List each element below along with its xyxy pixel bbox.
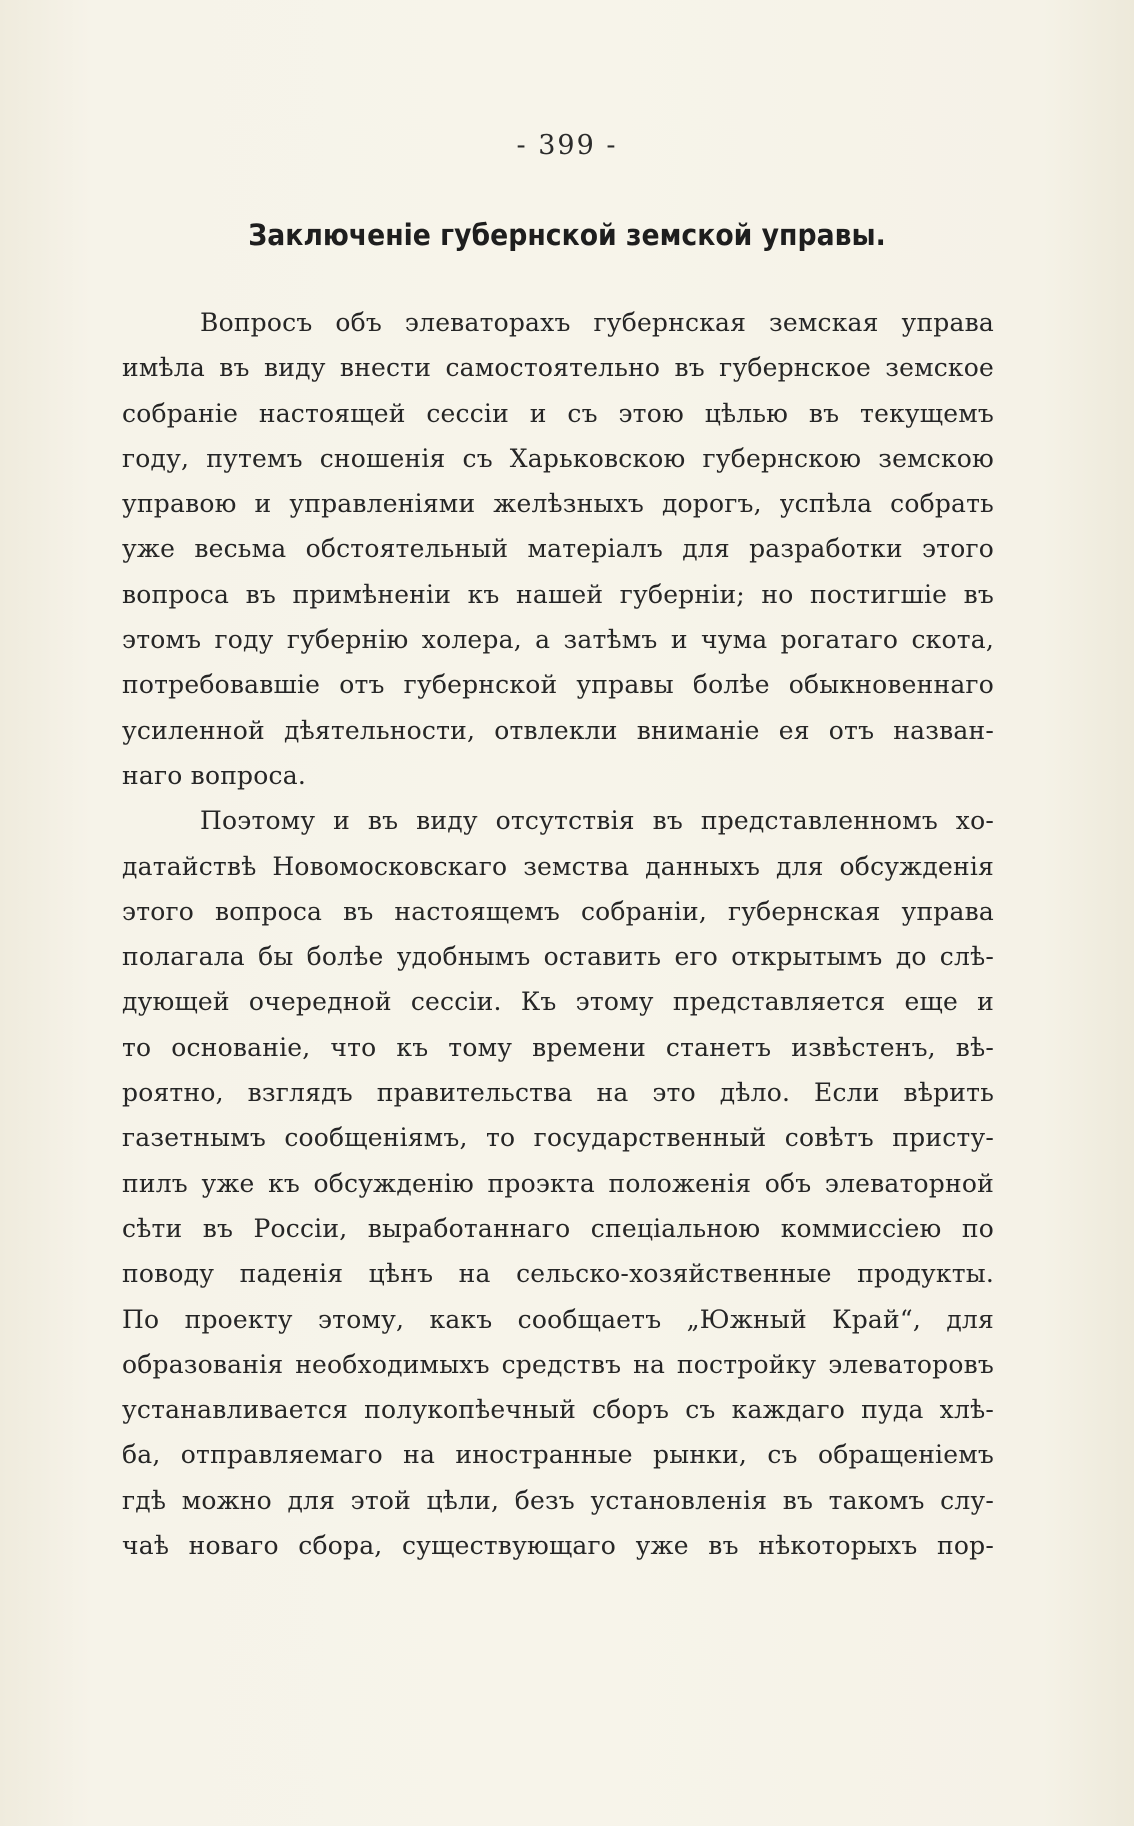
text-line: вопроса въ примѣненіи къ нашей губерніи; но постигшіе въ	[122, 579, 994, 609]
text-line: году, путемъ сношенія съ Харьковскою губернскою земскою	[122, 443, 994, 473]
text-line: образованія необходимыхъ средствъ на постройку элеваторовъ	[122, 1349, 994, 1379]
text-line: поводу паденія цѣнъ на сельско-хозяйственные продукты.	[122, 1259, 994, 1289]
text-line: ба, отправляемаго на иностранные рынки, съ обращеніемъ	[122, 1440, 994, 1470]
text-line: этого вопроса въ настоящемъ собраніи, губернская управа	[122, 896, 994, 926]
paragraph-2	[122, 798, 994, 1568]
text-line: Вопросъ объ элеваторахъ губернская земская управа	[200, 308, 994, 337]
text-line: управою и управленіями желѣзныхъ дорогъ, успѣла собрать	[122, 489, 994, 519]
text-line: полагала бы болѣе удобнымъ оставить его открытымъ до слѣ-	[122, 942, 994, 972]
text-line: датайствѣ Новомосковскаго земства данныхъ для обсужденія	[122, 851, 994, 881]
text-line: усиленной дѣятельности, отвлекли вниманіе ея отъ назван-	[122, 715, 994, 745]
text-line: этомъ году губернію холера, а затѣмъ и чума рогатаго скота,	[122, 625, 994, 655]
text-line: гдѣ можно для этой цѣли, безъ установленія въ такомъ слу-	[122, 1485, 994, 1515]
text-line: собраніе настоящей сессіи и съ этою цѣлью въ текущемъ	[122, 398, 994, 428]
text-line: пилъ уже къ обсужденію проэкта положенія объ элеваторной	[122, 1168, 994, 1198]
text-line: чаѣ новаго сбора, существующаго уже въ нѣкоторыхъ пор-	[122, 1531, 994, 1561]
paragraph-1	[122, 300, 994, 798]
page-number: - 399 -	[516, 130, 618, 161]
text-line: По проекту этому, какъ сообщаетъ „Южный Край“, для	[122, 1304, 994, 1334]
text-line: Поэтому и въ виду отсутствія въ представленномъ хо-	[200, 806, 994, 836]
text-line: уже весьма обстоятельный матеріалъ для разработки этого	[122, 534, 994, 564]
text-line: роятно, взглядъ правительства на это дѣло. Если вѣрить	[122, 1078, 994, 1108]
text-line: газетнымъ сообщеніямъ, то государственный совѣтъ присту-	[122, 1123, 994, 1153]
text-line: то основаніе, что къ тому времени станетъ извѣстенъ, вѣ-	[122, 1032, 994, 1062]
text-line: устанавливается полукопѣечный сборъ съ каждаго пуда хлѣ-	[122, 1395, 994, 1425]
text-line: потребовавшіе отъ губернской управы болѣе обыкновеннаго	[122, 670, 994, 700]
section-heading: Заключеніе губернской земской управы.	[248, 218, 886, 252]
text-line: сѣти въ Россіи, выработаннаго спеціальною коммиссіею по	[122, 1213, 994, 1243]
text-line: имѣла въ виду внести самостоятельно въ губернское земское	[122, 353, 994, 383]
body-text	[122, 300, 994, 1568]
text-line: наго вопроса.	[122, 760, 306, 790]
text-line: дующей очередной сессіи. Къ этому представляется еще и	[122, 987, 994, 1017]
